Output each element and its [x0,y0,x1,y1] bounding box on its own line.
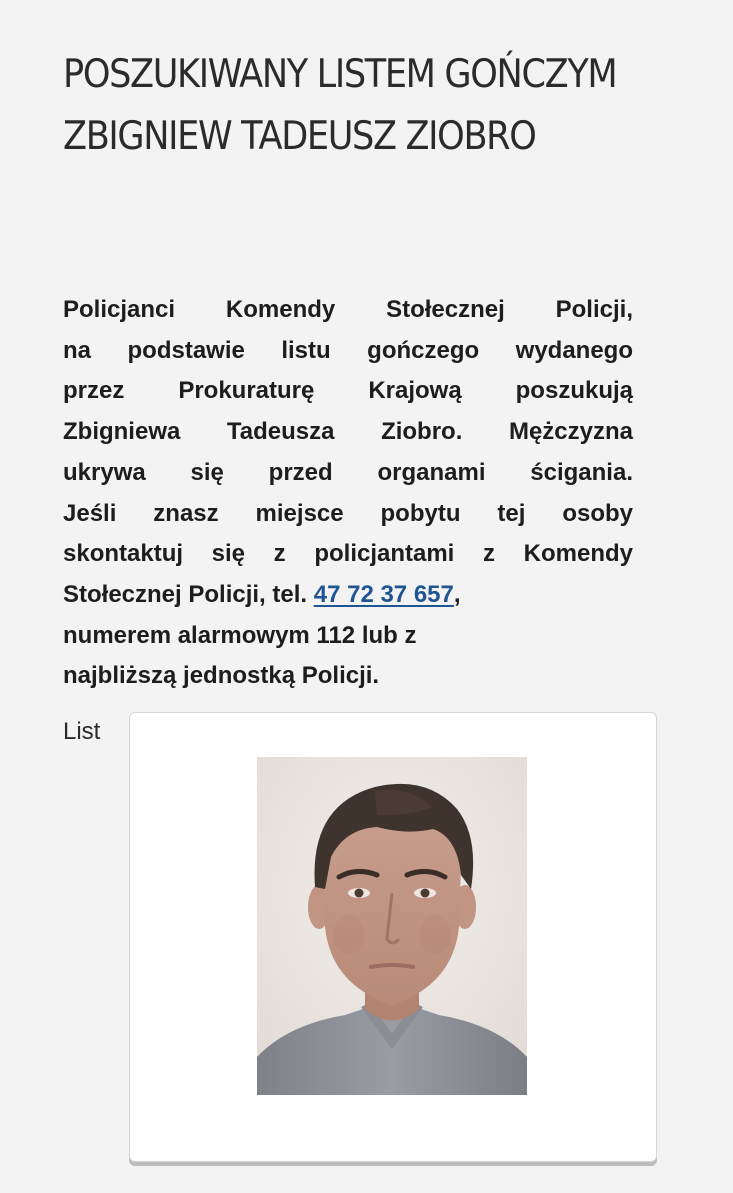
lead-line: najbliższą jednostką Policji. [63,662,380,690]
phone-suffix: , [453,580,461,608]
lead-line: na podstawie listu gończego wydanego [63,336,633,364]
person-portrait-photo[interactable] [257,757,527,1095]
portrait-illustration [257,757,527,1095]
article-lead [63,290,633,697]
phone-link[interactable]: 47 72 37 657 [313,580,454,608]
lead-line: Jeśli znasz miejsce pobytu tej osoby [63,499,633,527]
lead-line: Zbigniewa Tadeusza Ziobro. Mężczyzna [63,418,633,446]
attachment-label: List [63,718,101,745]
lead-line: numerem alarmowym 112 lub z [63,621,417,649]
lead-line-phone [63,575,633,616]
lead-line: przez Prokuraturę Krajową poszukują [63,377,633,405]
page-title: POSZUKIWANY LISTEM GOŃCZYM ZBIGNIEW TADEUSZ ZIOBRO [63,52,617,159]
lead-line: ukrywa się przed organami ścigania. [63,458,633,486]
lead-line: Policjanci Komendy Stołecznej Policji, [63,296,633,323]
lead-line: skontaktuj się z policjantami z Komendy [63,540,633,568]
phone-prefix: Stołecznej Policji, tel. [63,580,314,608]
photo-card[interactable] [129,712,657,1162]
